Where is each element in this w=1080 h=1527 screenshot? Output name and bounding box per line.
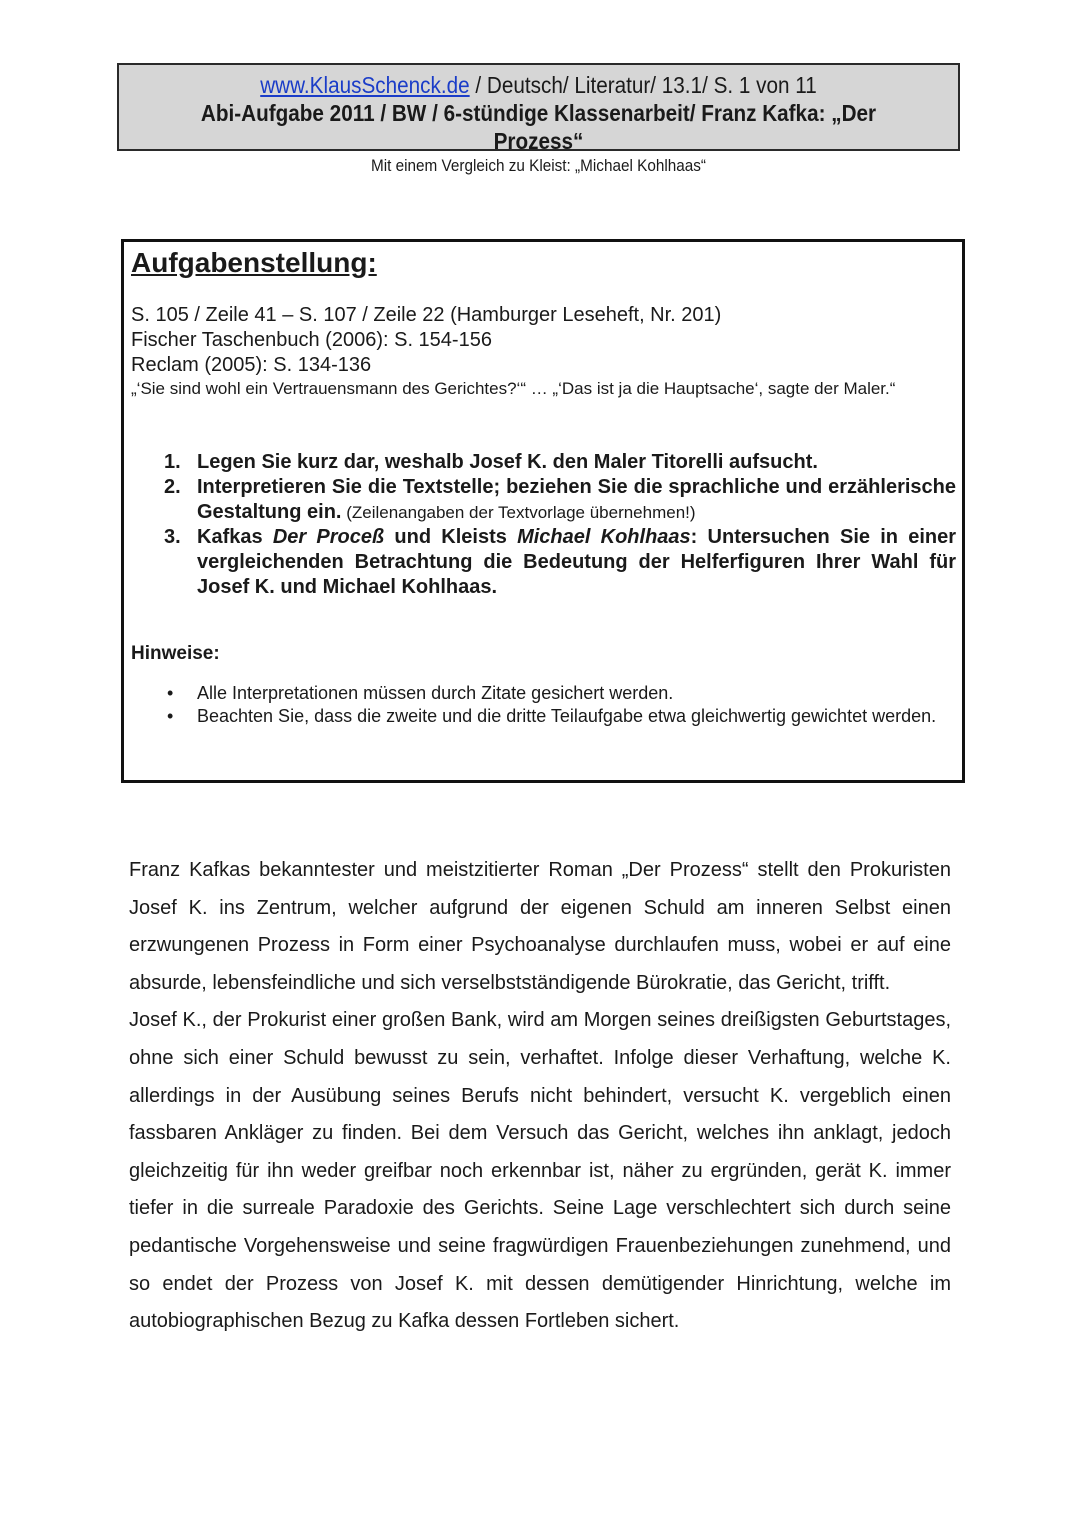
header-source-line bbox=[161, 71, 916, 99]
work-title: Der Proceß bbox=[272, 526, 385, 548]
task-text: und Kleists bbox=[384, 526, 518, 548]
bullet-icon: • bbox=[167, 706, 174, 726]
task-item bbox=[131, 450, 956, 475]
hint-item bbox=[131, 682, 956, 705]
hints-heading: Hinweise: bbox=[131, 643, 220, 664]
source-reference: Fischer Taschenbuch (2006): S. 154-156 bbox=[131, 329, 492, 351]
excerpt-quote: „‘Sie sind wohl ein Vertrauensmann des Gerichtes?‘“ … „‘Das ist ja die Hauptsache‘, sagte der Maler.“ bbox=[131, 379, 896, 398]
task-note: (Zeilenangaben der Textvorlage übernehmen!) bbox=[341, 503, 696, 522]
task-list bbox=[131, 450, 956, 600]
work-title: Michael Kohlhaas bbox=[517, 526, 691, 548]
source-reference: Reclam (2005): S. 134-136 bbox=[131, 354, 372, 376]
task-box bbox=[121, 239, 965, 783]
hint-text: Alle Interpretationen müssen durch Zitate gesichert werden. bbox=[197, 683, 674, 703]
task-number: 2. bbox=[164, 476, 181, 498]
hint-item bbox=[131, 705, 956, 728]
task-number: 1. bbox=[164, 451, 181, 473]
header-breadcrumb: / Deutsch/ Literatur/ 13.1/ S. 1 von 11 bbox=[469, 72, 817, 98]
bullet-icon: • bbox=[167, 683, 174, 703]
paragraph: Josef K., der Prokurist einer großen Bank, wird am Morgen seines dreißigsten Geburtstages, ohne sich einer Schuld bewusst zu sein, verhaftet. Infolge dieser Verhaftung, welche K. allerdings in der Ausübung seines Berufs nicht behindert, versucht K. vergeblich einen fassbaren Ankläger zu finden. Bei dem Versuch das Gericht, welches ihn anklagt, jedoch gleichzeitig für ihn weder greifbar noch erkennbar ist, näher zu ergründen, gerät K. immer tiefer in die surreale Paradoxie des Gerichts. Seine Lage verschlechtert sich durch seine pedantische Vorgehensweise und seine fragwürdigen Frauenbeziehungen zunehmend, und so endet der Prozess von Josef K. mit dessen demütigender Hinrichtung, welche im autobiographischen Bezug zu Kafka dessen Fortleben sichert. bbox=[129, 1009, 951, 1333]
paragraph: Franz Kafkas bekanntester und meistzitierter Roman „Der Prozess“ stellt den Prokuristen Josef K. ins Zentrum, welcher aufgrund der eigenen Schuld am inneren Selbst einen erzwungenen Prozess in Form einer Psychoanalyse durchlaufen muss, wobei er auf eine absurde, lebensfeindliche und sich verselbstständigende Bürokratie, das Gericht, trifft. bbox=[129, 859, 951, 994]
page-header bbox=[117, 63, 960, 175]
hint-text: Beachten Sie, dass die zweite und die dritte Teilaufgabe etwa gleichwertig gewichtet werden. bbox=[197, 706, 937, 726]
website-link[interactable]: www.KlausSchenck.de bbox=[260, 72, 470, 98]
essay-body bbox=[129, 852, 951, 1341]
task-item bbox=[131, 475, 956, 525]
task-item bbox=[131, 525, 956, 600]
task-title: Aufgabenstellung: bbox=[131, 247, 377, 278]
hints-list bbox=[131, 682, 956, 728]
task-text: : Untersuchen Sie in einer vergleichenden Betrachtung die Bedeutung der Helferfiguren Ihrer Wahl für Josef K. und Michael Kohlhaas. bbox=[197, 526, 957, 598]
header-title: Abi-Aufgabe 2011 / BW / 6-stündige Klassenarbeit/ Franz Kafka: „Der Prozess“ bbox=[200, 100, 877, 154]
task-number: 3. bbox=[164, 526, 181, 548]
header-subtitle: Mit einem Vergleich zu Kleist: „Michael Kohlhaas“ bbox=[370, 156, 707, 175]
task-text: Interpretieren Sie die Textstelle; beziehen Sie die sprachliche und erzählerische Gestaltung ein. bbox=[197, 476, 956, 523]
task-text: Kafkas bbox=[197, 526, 273, 548]
task-text: Legen Sie kurz dar, weshalb Josef K. den Maler Titorelli aufsucht. bbox=[197, 451, 818, 473]
source-reference: S. 105 / Zeile 41 – S. 107 / Zeile 22 (Hamburger Leseheft, Nr. 201) bbox=[131, 304, 722, 326]
